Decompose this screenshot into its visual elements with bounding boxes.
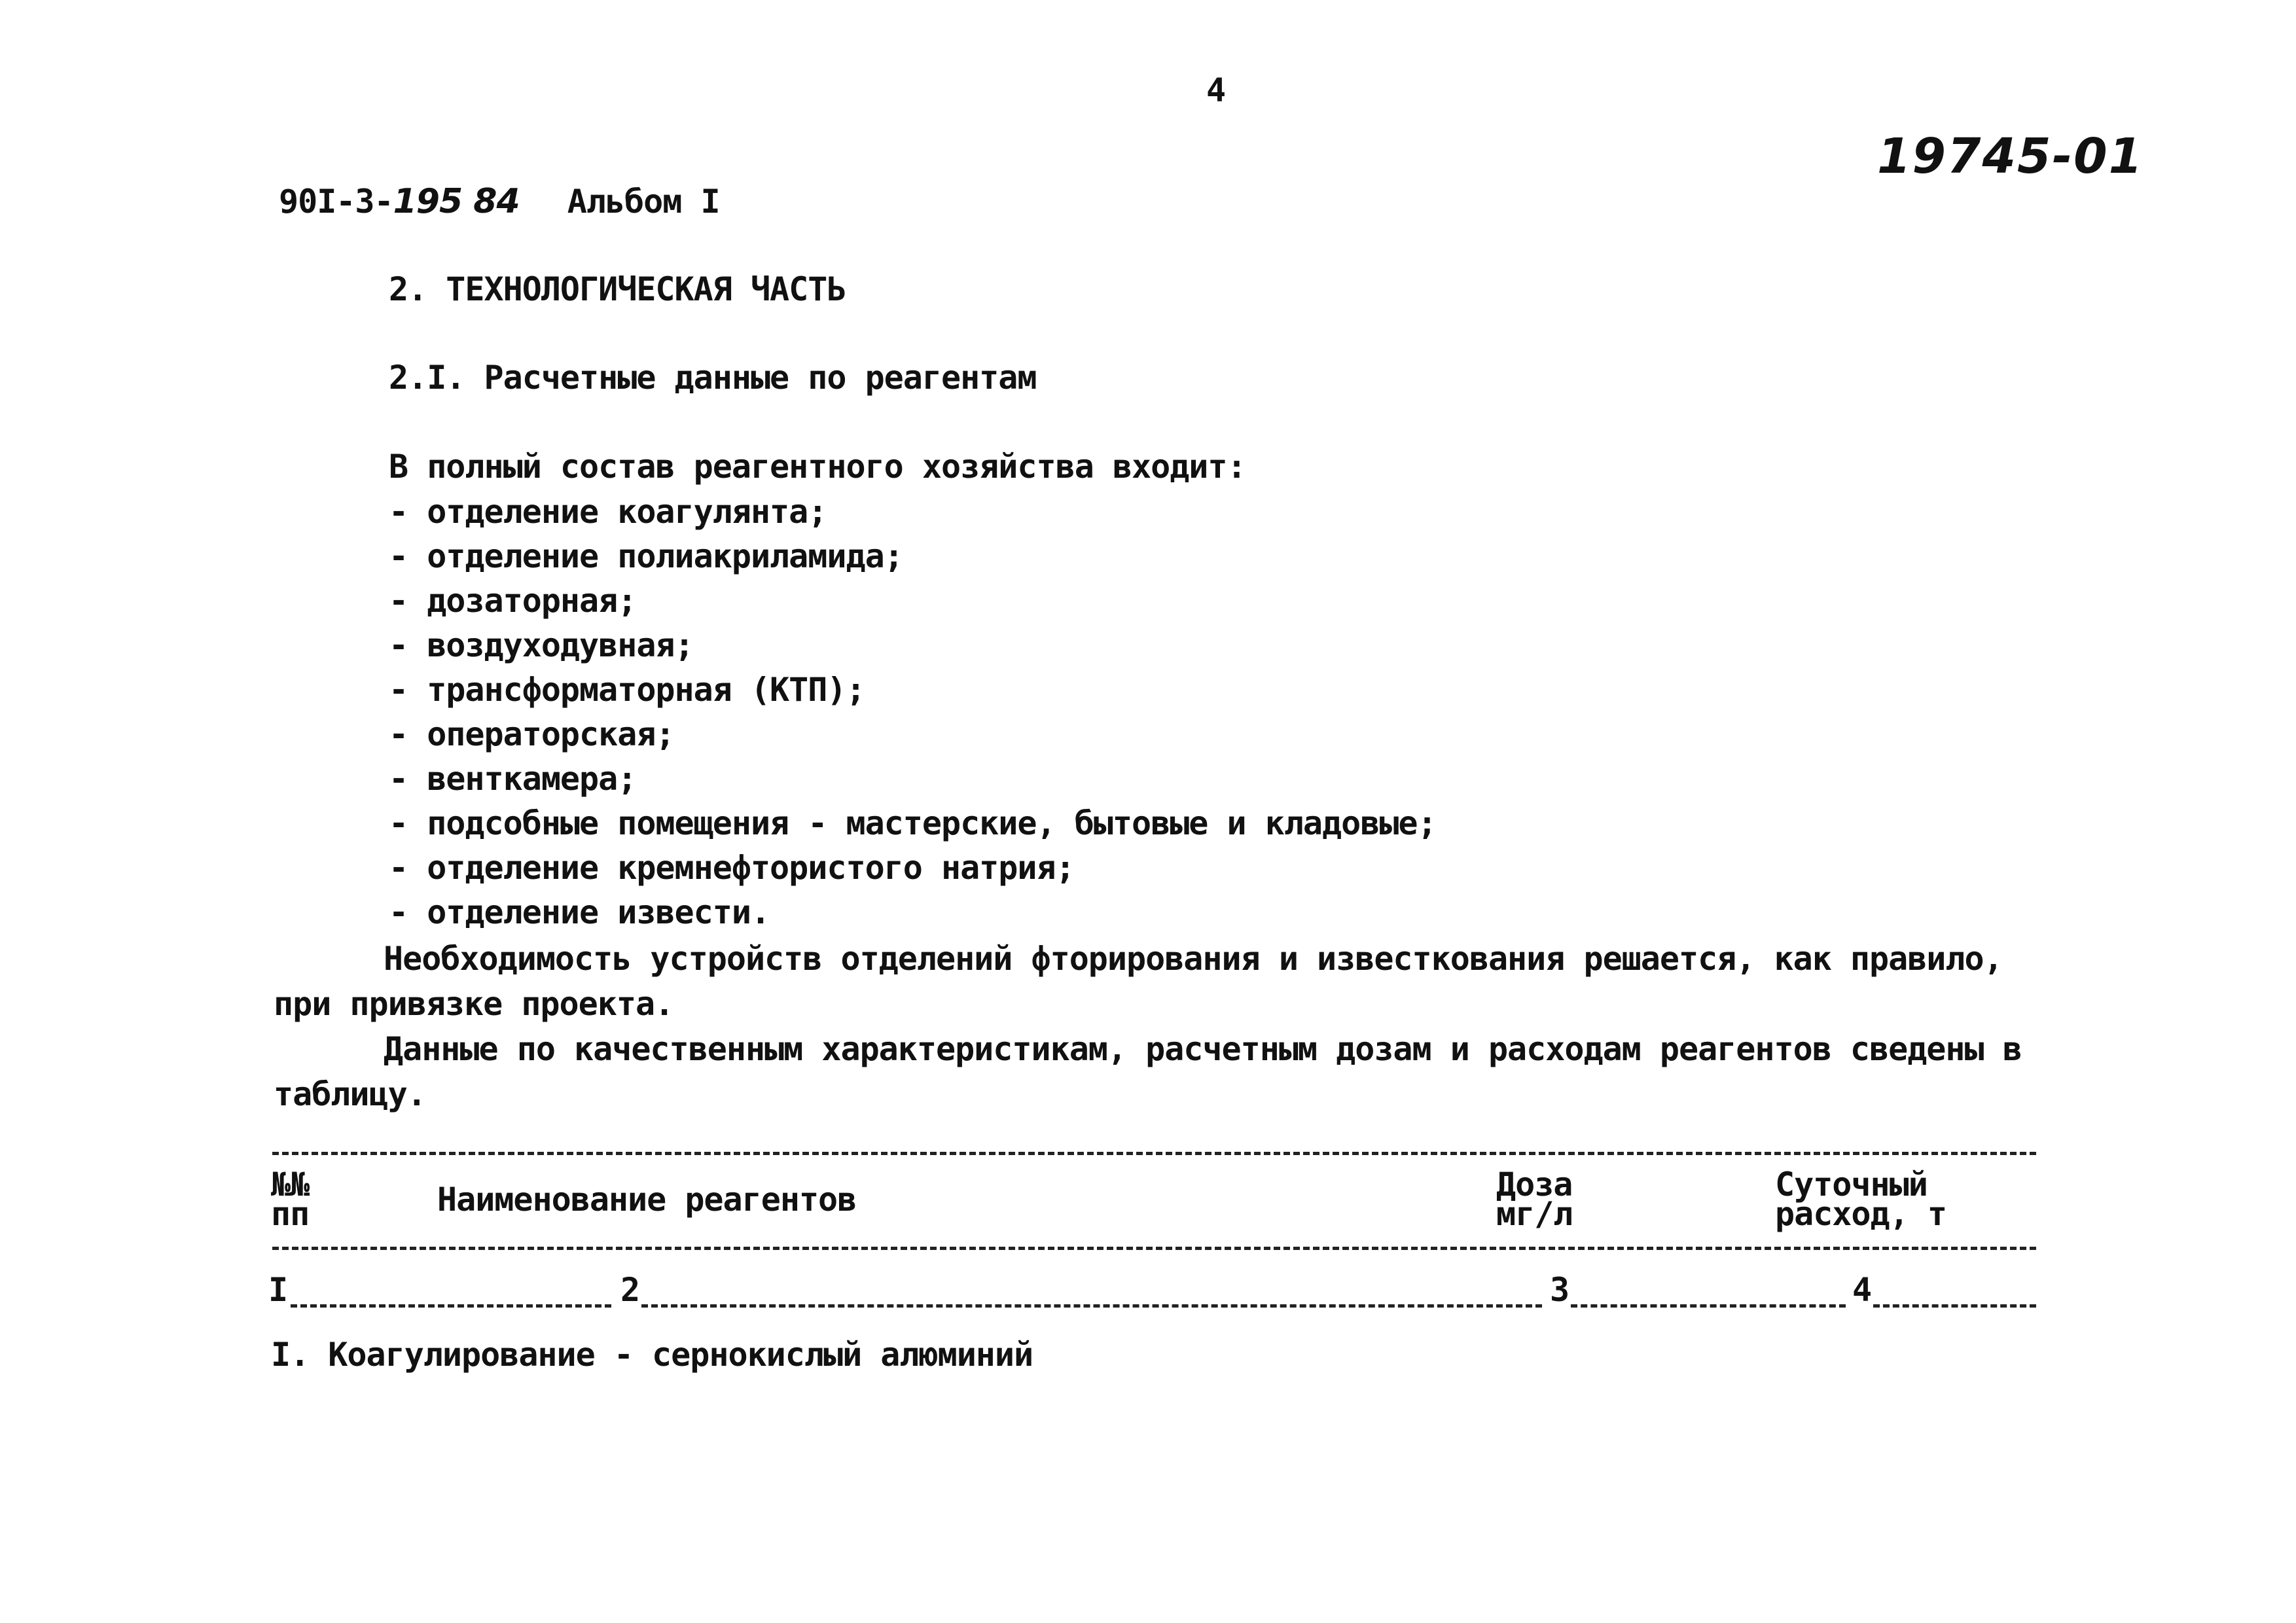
col-dose-header-line-2: мг/л bbox=[1496, 1195, 1573, 1233]
list-item: - отделение кремнефтористого натрия; bbox=[389, 849, 1075, 887]
section-subtitle: 2.I. Расчетные данные по реагентам bbox=[389, 359, 1037, 397]
paragraph-2-line-2: таблицу. bbox=[274, 1075, 426, 1113]
doc-header bbox=[279, 182, 720, 221]
col-name-header: Наименование реагентов bbox=[437, 1181, 857, 1219]
page-number: 4 bbox=[1206, 71, 1226, 109]
section-title: 2. ТЕХНОЛОГИЧЕСКАЯ ЧАСТЬ bbox=[389, 270, 846, 308]
col-number-3: 3 bbox=[1550, 1271, 1570, 1309]
col-number-1: I bbox=[268, 1271, 288, 1309]
row-heading: I. Коагулирование - сернокислый алюминий bbox=[271, 1336, 1033, 1374]
table-top-rule bbox=[272, 1152, 2036, 1155]
table-number-rule bbox=[1571, 1304, 1846, 1308]
doc-code-handwritten: 195 84 bbox=[393, 182, 520, 221]
paragraph-1-line-2: при привязке проекта. bbox=[274, 985, 674, 1023]
table-header-rule bbox=[272, 1247, 2036, 1250]
album-label: Альбом I bbox=[567, 183, 720, 221]
list-item: - подсобные помещения - мастерские, бытовые и кладовые; bbox=[389, 804, 1437, 842]
col-dose-header-line-1: Доза bbox=[1496, 1166, 1573, 1204]
intro-text: В полный состав реагентного хозяйства входит: bbox=[389, 448, 1246, 486]
table-number-rule bbox=[641, 1304, 1542, 1308]
list-item: - отделение извести. bbox=[389, 893, 770, 931]
doc-code: 90I-3- bbox=[279, 183, 393, 221]
handwritten-code: 19745-01 bbox=[1877, 128, 2144, 185]
col-consumption-header-line-2: расход, т bbox=[1775, 1195, 1946, 1233]
col-number-4: 4 bbox=[1852, 1271, 1872, 1309]
col-number-header-line-1: №№ bbox=[271, 1166, 310, 1204]
col-number-header-line-2: пп bbox=[271, 1195, 310, 1233]
list-item: - воздуходувная; bbox=[389, 626, 694, 664]
table-number-rule bbox=[291, 1304, 611, 1308]
paragraph-1-line-1: Необходимость устройств отделений фторирования и известкования решается, как правило, bbox=[384, 940, 2003, 978]
list-item: - трансформаторная (КТП); bbox=[389, 671, 865, 709]
col-number-2: 2 bbox=[620, 1271, 640, 1309]
list-item: - дозаторная; bbox=[389, 582, 637, 620]
col-consumption-header-line-1: Суточный bbox=[1775, 1166, 1928, 1204]
list-item: - отделение полиакриламида; bbox=[389, 537, 903, 575]
list-item: - отделение коагулянта; bbox=[389, 493, 827, 531]
list-item: - венткамера; bbox=[389, 760, 637, 798]
paragraph-2-line-1: Данные по качественным характеристикам, расчетным дозам и расходам реагентов сведены в bbox=[384, 1030, 2022, 1068]
table-number-rule bbox=[1873, 1304, 2036, 1308]
list-item: - операторская; bbox=[389, 715, 675, 753]
